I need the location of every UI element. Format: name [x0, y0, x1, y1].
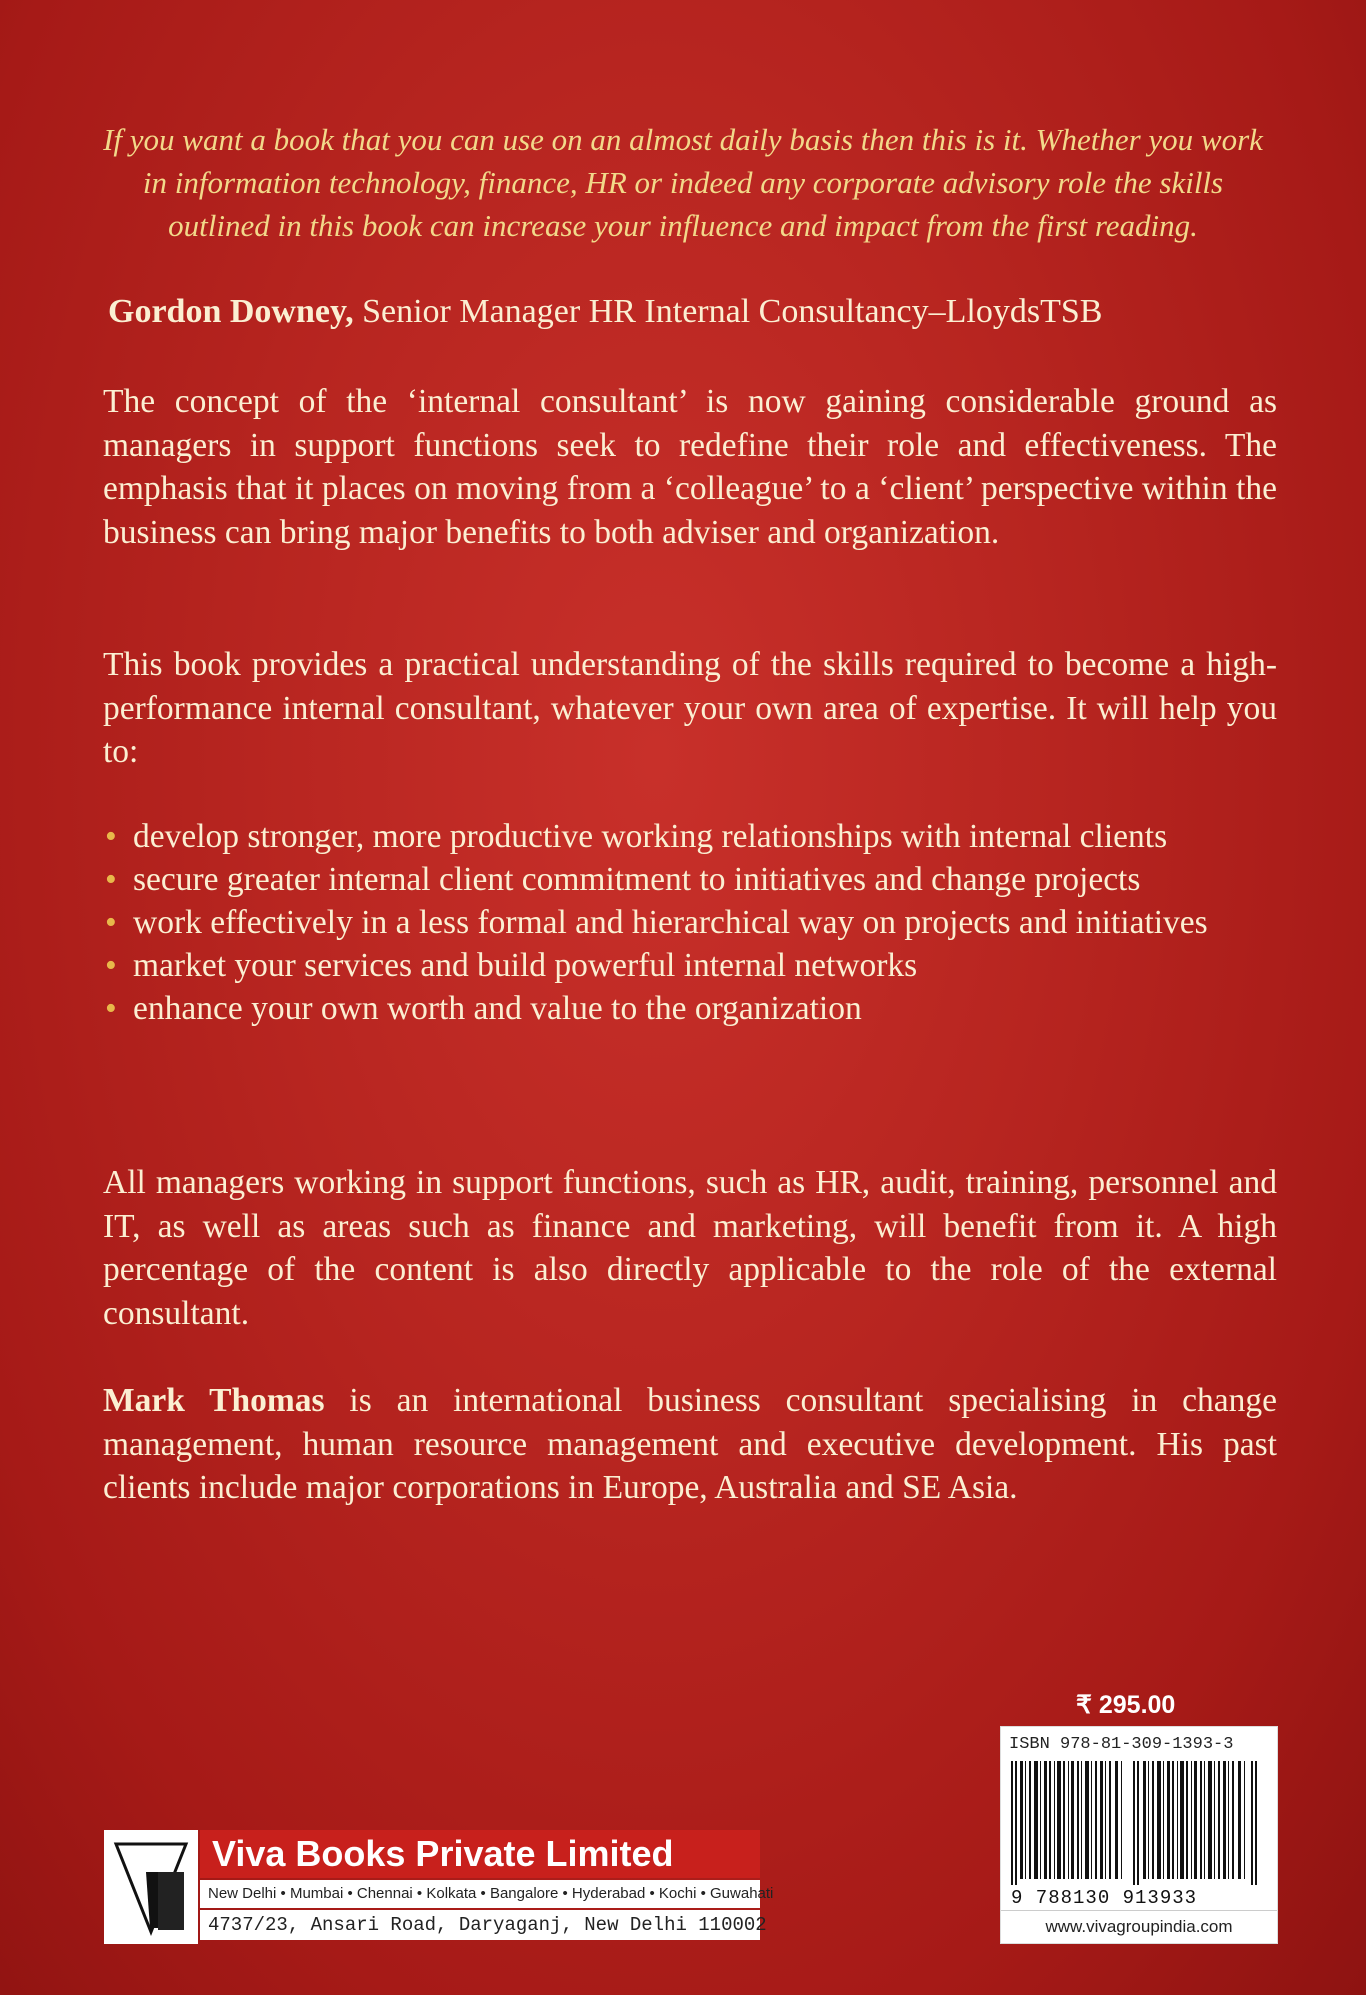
website-url: www.vivagroupindia.com: [1001, 1910, 1277, 1943]
bullet-icon: •: [105, 818, 117, 855]
barcode-panel: [1000, 1726, 1278, 1944]
list-item-text: secure greater internal client commitment to initiatives and change projects: [133, 861, 1141, 898]
description-paragraph-2: This book provides a practical understanding of the skills required to become a high-performance internal consultant, whatever your own area of expertise. It will help you to:: [103, 646, 1277, 770]
bullet-icon: •: [105, 904, 117, 941]
list-item: [103, 944, 1277, 987]
list-item: [103, 901, 1277, 944]
description-paragraph-1: The concept of the ‘internal consultant’ is now gaining considerable ground as managers in support functions seek to redefine their role and effectiveness. The emphasis that it places on moving from a ‘colleague’ to a ‘client’ perspective within the business can bring major benefits to both adviser and organization.: [103, 383, 1277, 551]
list-item: [103, 987, 1277, 1030]
barcode-digits: 9 788130 913933: [1011, 1887, 1198, 1909]
bullet-icon: •: [105, 861, 117, 898]
endorsement-author: Gordon Downey,: [108, 293, 354, 330]
author-bio: [103, 1379, 1277, 1510]
list-item-text: develop stronger, more productive working relationships with internal clients: [133, 818, 1168, 855]
author-name: Mark Thomas: [103, 1382, 325, 1419]
list-item: [103, 858, 1277, 901]
author-bio-text: is an international business consultant specialising in change management, human resource management and executive development. His past clients include major corporations in Europe, Australia and SE Asia.: [103, 1382, 1277, 1506]
endorsement-quote: If you want a book that you can use on an almost daily basis then this is it. Whether you work in information technology, finance, HR or indeed any corporate advisory role the skills outlined in this book can increase your influence and impact from the first reading.: [103, 122, 1263, 243]
publisher-name: Viva Books Private Limited: [200, 1830, 760, 1878]
list-item-text: enhance your own worth and value to the organization: [133, 990, 862, 1027]
isbn-label: ISBN 978-81-309-1393-3: [1009, 1735, 1234, 1754]
price-label: ₹ 295.00: [1076, 1691, 1176, 1719]
description-paragraph-3: All managers working in support functions, such as HR, audit, training, personnel and IT, as well as areas such as finance and marketing, will benefit from it. A high percentage of the content is also directly applicable to the role of the external consultant.: [103, 1164, 1277, 1332]
publisher-logo-icon: [104, 1830, 198, 1944]
endorsement-attribution: [108, 290, 1268, 334]
list-item-text: work effectively in a less formal and hierarchical way on projects and initiatives: [133, 904, 1208, 941]
bullet-icon: •: [105, 947, 117, 984]
benefits-list: [103, 815, 1277, 1030]
publisher-block: [104, 1830, 774, 1940]
publisher-cities: New Delhi • Mumbai • Chennai • Kolkata • Bangalore • Hyderabad • Kochi • Guwahati: [200, 1880, 760, 1908]
endorsement-author-role: Senior Manager HR Internal Consultancy–LloydsTSB: [353, 293, 1103, 330]
list-item: [103, 815, 1277, 858]
barcode-icon: [1011, 1761, 1267, 1885]
list-item-text: market your services and build powerful internal networks: [133, 947, 918, 984]
publisher-address: 4737/23, Ansari Road, Daryaganj, New Delhi 110002: [200, 1910, 760, 1940]
bullet-icon: •: [105, 990, 117, 1027]
